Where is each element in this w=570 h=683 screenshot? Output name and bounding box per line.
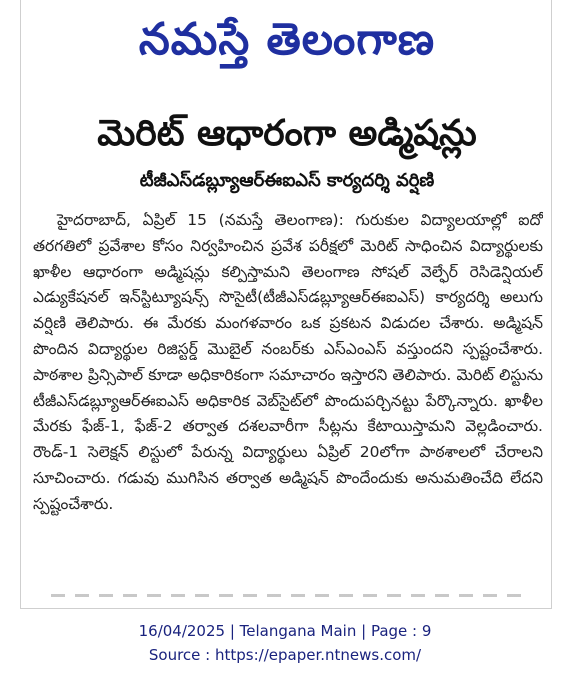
source-link[interactable]: Source : https://epaper.ntnews.com/ [148,646,422,664]
newspaper-clipping [20,0,552,609]
masthead [21,6,552,74]
article-headline: మెరిట్ ఆధారంగా అడ్మిషన్లు [97,113,477,154]
article-body [33,208,543,588]
source-footer [0,619,570,667]
edition-info: 16/04/2025 | Telangana Main | Page : 9 [138,622,432,640]
article-subheadline: టీజీఎస్‌డబ్ల్యూఆర్ఈఐఎస్ కార్యదర్శి వర్షిణి [139,170,435,191]
masthead-title: నమస్తే తెలంగాణ [138,14,436,65]
clipping-cut-line [51,594,521,597]
article-paragraph: హైదరాబాద్, ఏప్రిల్ 15 (నమస్తే తెలంగాణ): గురుకుల విద్యాలయాల్లో ఐదో తరగతిలో ప్రవేశాల కోసం నిర్వహించిన ప్రవేశ పరీక్షలో మెరిట్ సాధించిన విద్యార్థులకు ఖాళీల ఆధారంగా అడ్మిషన్లు కల్పిస్తామని తెలంగాణ సోషల్ వెల్ఫేర్ రెసిడెన్షియల్ ఎడ్యుకేషనల్ ఇన్‌స్టిట్యూషన్స్ సొసైటీ(టీజీఎస్‌డబ్ల్యూఆర్ఈఐఎస్) కార్యదర్శి అలుగు వర్షిణి తెలిపారు. ఈ మేరకు మంగళవారం ఒక ప్రకటన విడుదల చేశారు. అడ్మిషన్ పొందిన విద్యార్థుల రిజిస్టర్డ్ మొబైల్ నంబర్‌కు ఎస్ఎంఎస్ వస్తుందని స్పష్టంచేశారు. పాఠశాల ప్రిన్సిపాల్ కూడా అధికారికంగా సమాచారం ఇస్తారని తెలిపారు. మెరిట్ లిస్టును టీజీఎస్‌డబ్ల్యూఆర్ఈఐఎస్ అధికారిక వెబ్‌సైట్‌లో పొందుపర్చినట్టు పేర్కొన్నారు. ఖాళీల మేరకు ఫేజ్-1, ఫేజ్-2 తర్వాత దశలవారీగా సీట్లను కేటాయిస్తామని వెల్లడించారు. రౌండ్-1 సెలెక్షన్ లిస్టులో పేరున్న విద్యార్థులు ఏప్రిల్ 20లోగా పాఠశాలలో చేరాలని సూచించారు. గడువు ముగిసిన తర్వాత అడ్మిషన్ పొందేందుకు అనుమతించేది లేదని స్పష్టంచేశారు. [33,211,543,513]
